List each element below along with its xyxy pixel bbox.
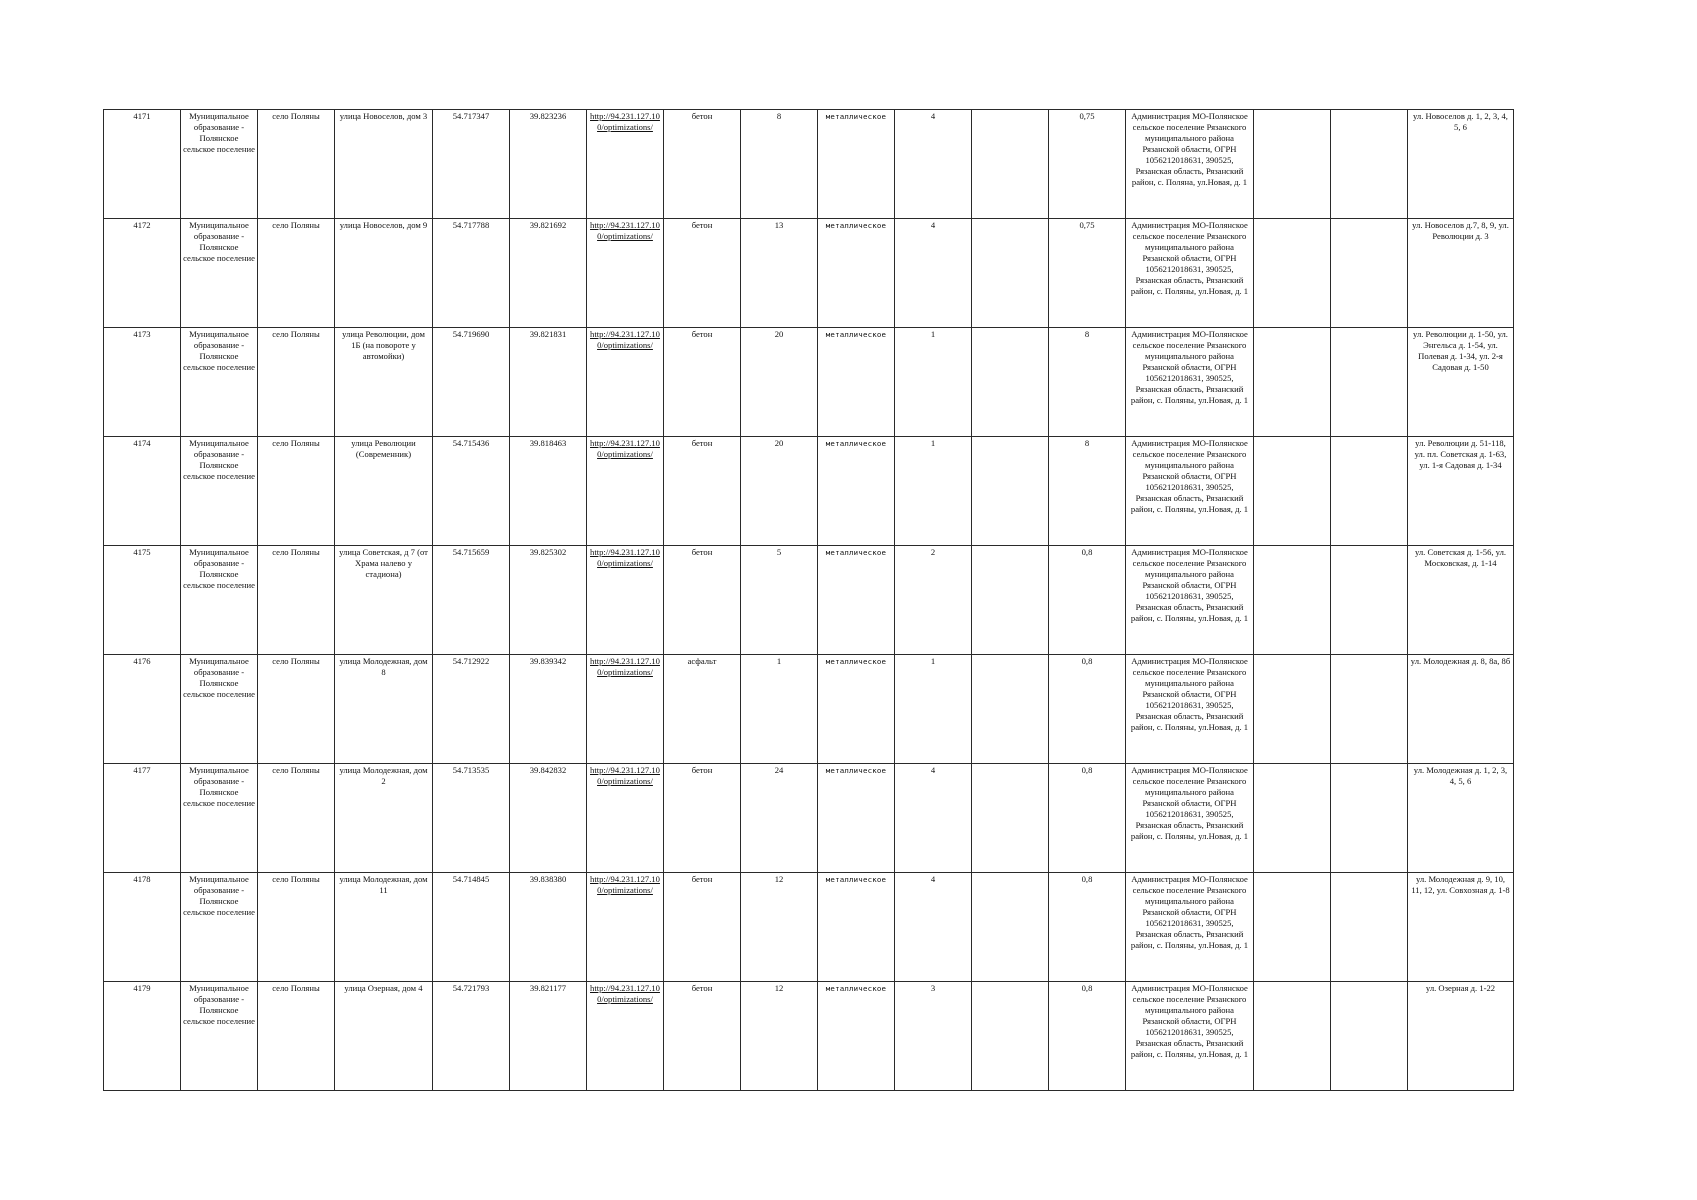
longitude-cell: 39.821692 — [510, 219, 587, 328]
area-cell: 5 — [741, 546, 818, 655]
id-cell: 4179 — [104, 982, 181, 1091]
owner-cell: Администрация МО-Полянское сельское поселение Рязанского муниципального района Рязанской области, ОГРН 1056212018631, 390525, Рязанская область, Рязанский район, с. Поляны, ул.Новая, д. 1 — [1126, 764, 1254, 873]
optimizations-link[interactable]: http://94.231.127.10 0/optimizations/ — [590, 983, 660, 1004]
latitude-cell: 54.717788 — [433, 219, 510, 328]
surface-cell: бетон — [664, 219, 741, 328]
empty-cell — [972, 655, 1049, 764]
map-link-cell — [587, 873, 664, 982]
settlement-cell: село Поляны — [258, 764, 335, 873]
empty-cell — [1254, 328, 1331, 437]
surface-cell: бетон — [664, 437, 741, 546]
address-cell: улица Молодежная, дом 2 — [335, 764, 433, 873]
longitude-cell: 39.818463 — [510, 437, 587, 546]
map-link-cell — [587, 655, 664, 764]
area-cell: 8 — [741, 110, 818, 219]
fence-cell: металлическое — [818, 546, 895, 655]
containers-cell: 4 — [895, 873, 972, 982]
surface-cell: бетон — [664, 764, 741, 873]
optimizations-link[interactable]: http://94.231.127.10 0/optimizations/ — [590, 874, 660, 895]
municipality-cell: Муниципальное образование - Полянское сельское поселение — [181, 982, 258, 1091]
owner-cell: Администрация МО-Полянское сельское поселение Рязанского муниципального района Рязанской области, ОГРН 1056212018631, 390525, Рязанская область, Рязанский район, с. Поляны, ул.Новая, д. 1 — [1126, 328, 1254, 437]
optimizations-link[interactable]: http://94.231.127.10 0/optimizations/ — [590, 547, 660, 568]
empty-cell — [972, 437, 1049, 546]
optimizations-link[interactable]: http://94.231.127.10 0/optimizations/ — [590, 765, 660, 786]
empty-cell — [972, 110, 1049, 219]
sources-cell: ул. Новоселов д. 1, 2, 3, 4, 5, 6 — [1408, 110, 1514, 219]
surface-cell: бетон — [664, 328, 741, 437]
id-cell: 4176 — [104, 655, 181, 764]
empty-cell — [1331, 546, 1408, 655]
volume-cell: 0,75 — [1049, 110, 1126, 219]
latitude-cell: 54.715436 — [433, 437, 510, 546]
containers-cell: 1 — [895, 328, 972, 437]
empty-cell — [1331, 110, 1408, 219]
surface-cell: асфальт — [664, 655, 741, 764]
longitude-cell: 39.825302 — [510, 546, 587, 655]
latitude-cell: 54.714845 — [433, 873, 510, 982]
owner-cell: Администрация МО-Полянское сельское поселение Рязанского муниципального района Рязанской области, ОГРН 1056212018631, 390525, Рязанская область, Рязанский район, с. Поляны, ул.Новая, д. 1 — [1126, 982, 1254, 1091]
volume-cell: 0,75 — [1049, 219, 1126, 328]
area-cell: 13 — [741, 219, 818, 328]
table-row — [104, 437, 1514, 546]
map-link-cell — [587, 328, 664, 437]
containers-cell: 4 — [895, 764, 972, 873]
empty-cell — [972, 764, 1049, 873]
empty-cell — [1331, 437, 1408, 546]
id-cell: 4171 — [104, 110, 181, 219]
fence-cell: металлическое — [818, 219, 895, 328]
containers-cell: 4 — [895, 110, 972, 219]
owner-cell: Администрация МО-Полянское сельское поселение Рязанского муниципального района Рязанской области, ОГРН 1056212018631, 390525, Рязанская область, Рязанский район, с. Полянa, ул.Новая, д. 1 — [1126, 110, 1254, 219]
address-cell: улица Молодежная, дом 11 — [335, 873, 433, 982]
sources-cell: ул. Молодежная д. 1, 2, 3, 4, 5, 6 — [1408, 764, 1514, 873]
id-cell: 4174 — [104, 437, 181, 546]
address-cell: улица Озерная, дом 4 — [335, 982, 433, 1091]
longitude-cell: 39.821177 — [510, 982, 587, 1091]
fence-cell: металлическое — [818, 328, 895, 437]
document-page — [103, 109, 1514, 1091]
volume-cell: 0,8 — [1049, 764, 1126, 873]
owner-cell: Администрация МО-Полянское сельское поселение Рязанского муниципального района Рязанской области, ОГРН 1056212018631, 390525, Рязанская область, Рязанский район, с. Поляны, ул.Новая, д. 1 — [1126, 655, 1254, 764]
sources-cell: ул. Новоселов д.7, 8, 9, ул. Революции д. 3 — [1408, 219, 1514, 328]
settlement-cell: село Поляны — [258, 437, 335, 546]
volume-cell: 0,8 — [1049, 546, 1126, 655]
map-link-cell — [587, 546, 664, 655]
table-row — [104, 873, 1514, 982]
empty-cell — [1254, 982, 1331, 1091]
area-cell: 12 — [741, 873, 818, 982]
municipality-cell: Муниципальное образование - Полянское сельское поселение — [181, 219, 258, 328]
empty-cell — [1254, 219, 1331, 328]
table-row — [104, 219, 1514, 328]
table-row — [104, 328, 1514, 437]
volume-cell: 8 — [1049, 328, 1126, 437]
surface-cell: бетон — [664, 982, 741, 1091]
surface-cell: бетон — [664, 873, 741, 982]
address-cell: улица Революции (Современник) — [335, 437, 433, 546]
containers-cell: 4 — [895, 219, 972, 328]
empty-cell — [1254, 873, 1331, 982]
municipality-cell: Муниципальное образование - Полянское сельское поселение — [181, 437, 258, 546]
fence-cell: металлическое — [818, 655, 895, 764]
municipality-cell: Муниципальное образование - Полянское сельское поселение — [181, 328, 258, 437]
id-cell: 4178 — [104, 873, 181, 982]
empty-cell — [1254, 546, 1331, 655]
fence-cell: металлическое — [818, 437, 895, 546]
settlement-cell: село Поляны — [258, 110, 335, 219]
id-cell: 4177 — [104, 764, 181, 873]
latitude-cell: 54.721793 — [433, 982, 510, 1091]
containers-cell: 3 — [895, 982, 972, 1091]
latitude-cell: 54.715659 — [433, 546, 510, 655]
optimizations-link[interactable]: http://94.231.127.10 0/optimizations/ — [590, 220, 660, 241]
settlement-cell: село Поляны — [258, 655, 335, 764]
table-row — [104, 982, 1514, 1091]
empty-cell — [1331, 764, 1408, 873]
sources-cell: ул. Молодежная д. 8, 8а, 8б — [1408, 655, 1514, 764]
empty-cell — [972, 873, 1049, 982]
id-cell: 4172 — [104, 219, 181, 328]
table-row — [104, 110, 1514, 219]
optimizations-link[interactable]: http://94.231.127.10 0/optimizations/ — [590, 329, 660, 350]
map-link-cell — [587, 219, 664, 328]
area-cell: 20 — [741, 328, 818, 437]
owner-cell: Администрация МО-Полянское сельское поселение Рязанского муниципального района Рязанской области, ОГРН 1056212018631, 390525, Рязанская область, Рязанский район, с. Поляны, ул.Новая, д. 1 — [1126, 437, 1254, 546]
surface-cell: бетон — [664, 546, 741, 655]
table-row — [104, 764, 1514, 873]
registry-table — [103, 109, 1514, 1091]
empty-cell — [1331, 982, 1408, 1091]
settlement-cell: село Поляны — [258, 982, 335, 1091]
area-cell: 24 — [741, 764, 818, 873]
optimizations-link[interactable]: http://94.231.127.10 0/optimizations/ — [590, 656, 660, 677]
map-link-cell — [587, 764, 664, 873]
id-cell: 4173 — [104, 328, 181, 437]
sources-cell: ул. Революции д. 1-50, ул. Энгельса д. 1-54, ул. Полевая д. 1-34, ул. 2-я Садовая д. 1-50 — [1408, 328, 1514, 437]
sources-cell: ул. Озерная д. 1-22 — [1408, 982, 1514, 1091]
empty-cell — [1331, 219, 1408, 328]
address-cell: улица Молодежная, дом 8 — [335, 655, 433, 764]
optimizations-link[interactable]: http://94.231.127.10 0/optimizations/ — [590, 438, 660, 459]
settlement-cell: село Поляны — [258, 328, 335, 437]
address-cell: улица Советская, д 7 (от Храма налево у стадиона) — [335, 546, 433, 655]
optimizations-link[interactable]: http://94.231.127.10 0/optimizations/ — [590, 111, 660, 132]
owner-cell: Администрация МО-Полянское сельское поселение Рязанского муниципального района Рязанской области, ОГРН 1056212018631, 390525, Рязанская область, Рязанский район, с. Поляны, ул.Новая, д. 1 — [1126, 873, 1254, 982]
longitude-cell: 39.842832 — [510, 764, 587, 873]
empty-cell — [972, 328, 1049, 437]
owner-cell: Администрация МО-Полянское сельское поселение Рязанского муниципального района Рязанской области, ОГРН 1056212018631, 390525, Рязанская область, Рязанский район, с. Поляны, ул.Новая, д. 1 — [1126, 546, 1254, 655]
area-cell: 1 — [741, 655, 818, 764]
area-cell: 12 — [741, 982, 818, 1091]
latitude-cell: 54.717347 — [433, 110, 510, 219]
latitude-cell: 54.713535 — [433, 764, 510, 873]
surface-cell: бетон — [664, 110, 741, 219]
owner-cell: Администрация МО-Полянское сельское поселение Рязанского муниципального района Рязанской области, ОГРН 1056212018631, 390525, Рязанская область, Рязанский район, с. Поляны, ул.Новая, д. 1 — [1126, 219, 1254, 328]
latitude-cell: 54.719690 — [433, 328, 510, 437]
municipality-cell: Муниципальное образование - Полянское сельское поселение — [181, 110, 258, 219]
empty-cell — [1254, 110, 1331, 219]
address-cell: улица Новоселов, дом 3 — [335, 110, 433, 219]
address-cell: улица Революции, дом 1Б (на повороте у автомойки) — [335, 328, 433, 437]
municipality-cell: Муниципальное образование - Полянское сельское поселение — [181, 873, 258, 982]
fence-cell: металлическое — [818, 873, 895, 982]
volume-cell: 0,8 — [1049, 873, 1126, 982]
longitude-cell: 39.839342 — [510, 655, 587, 764]
longitude-cell: 39.838380 — [510, 873, 587, 982]
volume-cell: 8 — [1049, 437, 1126, 546]
longitude-cell: 39.823236 — [510, 110, 587, 219]
table-row — [104, 655, 1514, 764]
table-body — [104, 110, 1514, 1091]
containers-cell: 1 — [895, 437, 972, 546]
empty-cell — [972, 982, 1049, 1091]
sources-cell: ул. Революции д. 51-118, ул. пл. Советская д. 1-63, ул. 1-я Садовая д. 1-34 — [1408, 437, 1514, 546]
fence-cell: металлическое — [818, 982, 895, 1091]
containers-cell: 2 — [895, 546, 972, 655]
sources-cell: ул. Молодежная д. 9, 10, 11, 12, ул. Совхозная д. 1-8 — [1408, 873, 1514, 982]
area-cell: 20 — [741, 437, 818, 546]
address-cell: улица Новоселов, дом 9 — [335, 219, 433, 328]
settlement-cell: село Поляны — [258, 873, 335, 982]
municipality-cell: Муниципальное образование - Полянское сельское поселение — [181, 655, 258, 764]
table-row — [104, 546, 1514, 655]
map-link-cell — [587, 982, 664, 1091]
empty-cell — [972, 546, 1049, 655]
volume-cell: 0,8 — [1049, 655, 1126, 764]
fence-cell: металлическое — [818, 110, 895, 219]
containers-cell: 1 — [895, 655, 972, 764]
longitude-cell: 39.821831 — [510, 328, 587, 437]
empty-cell — [1254, 655, 1331, 764]
volume-cell: 0,8 — [1049, 982, 1126, 1091]
municipality-cell: Муниципальное образование - Полянское сельское поселение — [181, 764, 258, 873]
empty-cell — [1331, 873, 1408, 982]
settlement-cell: село Поляны — [258, 546, 335, 655]
empty-cell — [1254, 437, 1331, 546]
id-cell: 4175 — [104, 546, 181, 655]
settlement-cell: село Поляны — [258, 219, 335, 328]
latitude-cell: 54.712922 — [433, 655, 510, 764]
sources-cell: ул. Советская д. 1-56, ул. Московская, д. 1-14 — [1408, 546, 1514, 655]
empty-cell — [1254, 764, 1331, 873]
municipality-cell: Муниципальное образование - Полянское сельское поселение — [181, 546, 258, 655]
fence-cell: металлическое — [818, 764, 895, 873]
empty-cell — [1331, 655, 1408, 764]
map-link-cell — [587, 437, 664, 546]
map-link-cell — [587, 110, 664, 219]
empty-cell — [1331, 328, 1408, 437]
empty-cell — [972, 219, 1049, 328]
